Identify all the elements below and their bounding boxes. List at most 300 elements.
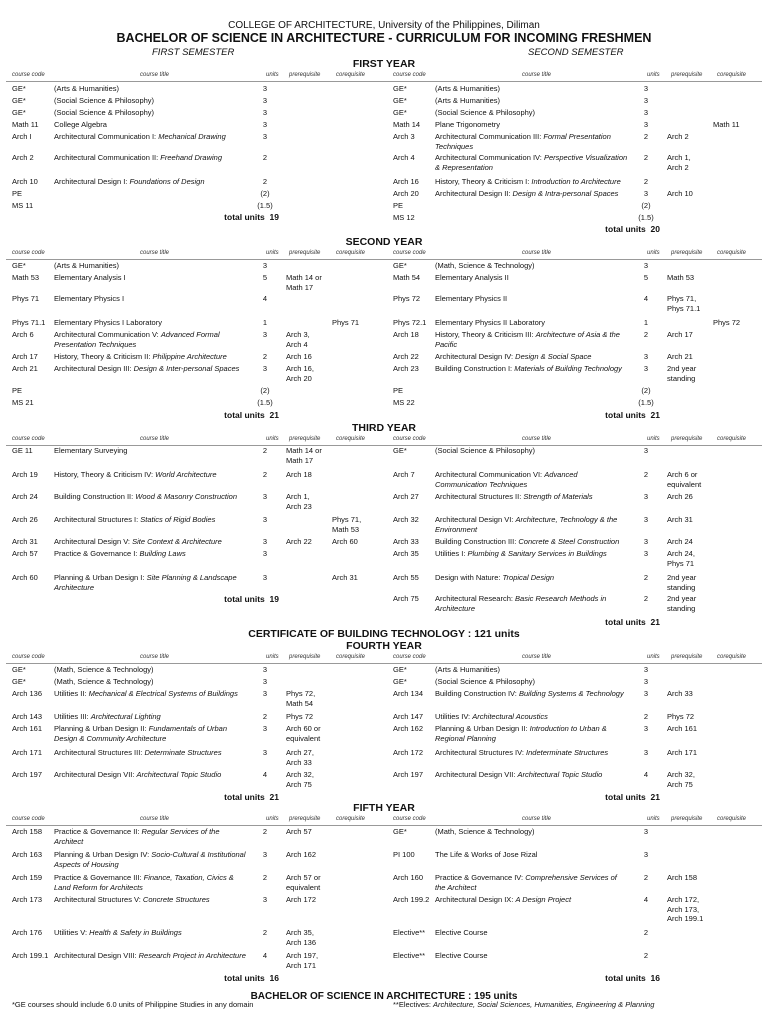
course-code: Arch 171 — [12, 748, 43, 757]
course-title — [435, 273, 509, 283]
course-title — [54, 273, 126, 283]
total-units-value: 16 — [650, 973, 660, 983]
course-code: Arch 134 — [393, 689, 424, 698]
course-subtitle: Comprehensive Services of — [525, 873, 617, 882]
col-units: units — [647, 250, 660, 256]
course-units: 5 — [643, 273, 649, 282]
course-subtitle: Tropical Design — [502, 573, 555, 582]
course-code: Arch 33 — [393, 537, 419, 546]
course-prerequisite: Arch 21 — [667, 352, 693, 361]
course-units: 2 — [643, 177, 649, 186]
course-subtitle: Building Systems & Technology — [518, 689, 624, 698]
course-subtitle-cont: Communication Techniques — [435, 479, 528, 489]
course-subtitle: Advanced Formal — [160, 330, 220, 339]
course-code: GE* — [393, 108, 407, 117]
total-units-value: 21 — [269, 410, 279, 420]
course-code: Arch 19 — [12, 470, 38, 479]
course-prerequisite: Math 53 — [667, 273, 695, 282]
course-title — [435, 873, 617, 892]
course-units: (1.5) — [257, 201, 273, 210]
total-units-label: total units — [224, 792, 268, 802]
course-title — [54, 96, 154, 106]
course-code: GE* — [12, 84, 26, 93]
course-code: PE — [12, 386, 23, 395]
col-corequisite: corequisite — [717, 654, 747, 660]
course-code: Arch 26 — [12, 515, 38, 524]
course-subtitle-cont: Land Reform for Architects — [54, 882, 143, 892]
course-units: 3 — [262, 724, 268, 733]
course-title-text: Elective Course — [435, 951, 488, 960]
course-units: 3 — [262, 515, 268, 524]
course-units: 3 — [262, 492, 268, 501]
course-subtitle: Site Planning & Landscape — [146, 573, 237, 582]
course-title-text: Architectural Design IX: — [435, 895, 516, 904]
course-code: GE* — [393, 96, 407, 105]
course-title-text: Architectural Design VI: — [435, 515, 516, 524]
col-units: units — [647, 72, 660, 78]
course-code: Arch 60 — [12, 573, 38, 582]
course-code: Arch 3 — [393, 132, 415, 141]
course-code: Arch 21 — [12, 364, 38, 373]
course-subtitle: Health & Safety in Buildings — [89, 928, 182, 937]
col-prerequisite: prerequisite — [289, 72, 321, 78]
second-semester-label: SECOND SEMESTER — [528, 47, 624, 58]
col-course-title: course title — [140, 436, 170, 442]
course-units: 3 — [643, 108, 649, 117]
course-title — [435, 689, 624, 699]
course-title — [54, 492, 237, 502]
col-prerequisite: prerequisite — [671, 436, 703, 442]
course-units: 2 — [643, 132, 649, 141]
year-heading-first-year: FIRST YEAR — [352, 58, 416, 70]
course-title-text: (Social Science & Philosophy) — [54, 108, 155, 117]
course-units: 3 — [262, 84, 268, 93]
course-corequisite: Arch 31 — [332, 573, 358, 582]
course-units: 3 — [262, 537, 268, 546]
course-title — [54, 665, 154, 675]
course-title — [54, 153, 222, 163]
course-title-text: Architectural Design VIII: — [54, 951, 139, 960]
col-prerequisite: prerequisite — [671, 72, 703, 78]
col-units: units — [647, 654, 660, 660]
course-subtitle: Architectural Topic Studio — [517, 770, 603, 779]
col-course-title: course title — [522, 436, 552, 442]
col-units: units — [647, 816, 660, 822]
course-corequisite: Arch 60 — [332, 537, 358, 546]
course-title — [435, 446, 535, 456]
course-title-text: Architectural Structures V: — [54, 895, 143, 904]
course-prerequisite: Math 14 or Math 17 — [286, 446, 322, 465]
course-subtitle: Architecture of Asia & the — [535, 330, 620, 339]
course-units: (1.5) — [638, 398, 654, 407]
course-title — [435, 318, 545, 328]
total-units-label: total units — [224, 973, 268, 983]
total-units-label: total units — [605, 617, 649, 627]
course-subtitle-cont: & Representation — [435, 162, 493, 172]
course-subtitle: Design & Social Space — [515, 352, 592, 361]
course-subtitle: Fundamentals of Urban — [148, 724, 228, 733]
course-title-text: Elective Course — [435, 928, 488, 937]
course-title — [435, 261, 535, 271]
course-prerequisite: Phys 72 — [667, 712, 695, 721]
course-units: 3 — [262, 850, 268, 859]
course-prerequisite: Arch 172, Arch 173, Arch 199.1 — [667, 895, 704, 923]
course-title-text: Elementary Analysis II — [435, 273, 509, 282]
course-code: Arch 55 — [393, 573, 419, 582]
course-title-text: (Math, Science & Technology) — [435, 827, 535, 836]
course-code: Arch 4 — [393, 153, 415, 162]
course-code: PE — [12, 189, 23, 198]
course-code: Arch 35 — [393, 549, 419, 558]
total-units-value: 19 — [269, 594, 279, 604]
course-subtitle: Socio-Cultural & Institutional — [151, 850, 246, 859]
course-code: GE* — [393, 827, 407, 836]
course-code: Arch 2 — [12, 153, 34, 162]
course-title — [435, 928, 488, 938]
course-subtitle-cont: Presentation Techniques — [54, 339, 137, 349]
course-units: 2 — [262, 177, 268, 186]
certificate-title: CERTIFICATE OF BUILDING TECHNOLOGY : 121 units — [248, 628, 520, 640]
course-prerequisite: Arch 26 — [667, 492, 693, 501]
degree-total: BACHELOR OF SCIENCE IN ARCHITECTURE : 195 units — [250, 991, 518, 1002]
year-heading-third-year: THIRD YEAR — [352, 422, 416, 434]
course-prerequisite: Arch 172 — [286, 895, 317, 904]
course-units: 3 — [262, 665, 268, 674]
course-code: Elective** — [393, 951, 426, 960]
course-title-text: Elementary Surveying — [54, 446, 128, 455]
course-title-text: Building Construction III: — [435, 537, 519, 546]
course-units: 3 — [643, 827, 649, 836]
course-title — [435, 850, 537, 860]
course-units: 3 — [262, 108, 268, 117]
course-code: GE* — [12, 108, 26, 117]
course-title — [54, 84, 119, 94]
course-subtitle-cont: Regional Planning — [435, 733, 496, 743]
course-code: Arch 199.2 — [393, 895, 430, 904]
total-units-value: 21 — [650, 792, 660, 802]
total-units — [189, 973, 279, 983]
course-units: 2 — [262, 712, 268, 721]
course-corequisite: Phys 72 — [713, 318, 741, 327]
course-title-text: Practice & Governance IV: — [435, 873, 526, 882]
course-units: 3 — [643, 261, 649, 270]
course-title — [435, 153, 627, 172]
course-units: 3 — [262, 132, 268, 141]
course-title-text: The Life & Works of Jose Rizal — [435, 850, 538, 859]
course-prerequisite: Arch 33 — [667, 689, 693, 698]
course-title — [54, 770, 221, 780]
course-units: 1 — [643, 318, 649, 327]
course-code: Arch 158 — [12, 827, 43, 836]
course-subtitle: Design & Inter-personal Spaces — [133, 364, 240, 373]
course-units: 3 — [643, 84, 649, 93]
course-prerequisite: Arch 6 or equivalent — [667, 470, 702, 489]
course-code: GE* — [12, 96, 26, 105]
total-units-value: 19 — [269, 212, 279, 222]
course-code: Math 53 — [12, 273, 40, 282]
course-title — [54, 132, 226, 142]
course-prerequisite: Arch 22 — [286, 537, 312, 546]
course-code: Phys 71 — [12, 294, 40, 303]
col-course-title: course title — [140, 250, 170, 256]
course-title — [435, 294, 507, 304]
course-title — [54, 294, 124, 304]
course-title — [54, 177, 205, 187]
col-units: units — [266, 250, 279, 256]
table-divider — [6, 825, 762, 826]
course-units: 3 — [262, 330, 268, 339]
course-title-text: Architectural Design II: — [435, 189, 513, 198]
course-code: Math 14 — [393, 120, 421, 129]
course-title-text: Elementary Physics I Laboratory — [54, 318, 162, 327]
course-code: MS 12 — [393, 213, 415, 222]
course-code: Phys 71.1 — [12, 318, 46, 327]
col-corequisite: corequisite — [717, 250, 747, 256]
course-units: 1 — [262, 318, 268, 327]
course-units: 3 — [643, 120, 649, 129]
course-title — [435, 132, 611, 151]
course-subtitle: Mechanical Drawing — [158, 132, 226, 141]
course-code: Arch 16 — [393, 177, 419, 186]
course-code: GE* — [393, 446, 407, 455]
course-code: GE* — [393, 677, 407, 686]
course-title-text: Architectural Communication V: — [54, 330, 161, 339]
course-code: Phys 72 — [393, 294, 421, 303]
col-course-title: course title — [522, 250, 552, 256]
course-title-text: Planning & Urban Design II: — [54, 724, 149, 733]
col-prerequisite: prerequisite — [289, 436, 321, 442]
course-title-text: History, Theory & Criticism I: — [435, 177, 532, 186]
course-title — [435, 537, 619, 547]
course-units: 3 — [643, 364, 649, 373]
course-units: 3 — [262, 549, 268, 558]
course-title-text: Planning & Urban Design I: — [54, 573, 147, 582]
course-title — [54, 549, 186, 559]
course-subtitle: Building Laws — [139, 549, 186, 558]
course-title — [54, 951, 246, 961]
course-title-text: Architectural Design III: — [54, 364, 134, 373]
course-code: Arch 199.1 — [12, 951, 49, 960]
course-code: GE 11 — [12, 446, 33, 455]
course-prerequisite: 2nd year standing — [667, 573, 697, 592]
course-subtitle: Introduction to Architecture — [531, 177, 621, 186]
course-code: Arch 23 — [393, 364, 419, 373]
course-units: 3 — [262, 895, 268, 904]
col-corequisite: corequisite — [336, 816, 366, 822]
course-units: 3 — [643, 189, 649, 198]
course-title-text: Building Construction II: — [54, 492, 136, 501]
table-divider — [6, 259, 762, 260]
course-title — [54, 470, 217, 480]
course-prerequisite: Arch 1, Arch 23 — [286, 492, 312, 511]
course-title-text: (Arts & Humanities) — [435, 665, 501, 674]
course-prerequisite: Arch 32, Arch 75 — [286, 770, 314, 789]
col-units: units — [647, 436, 660, 442]
course-subtitle: Perspective Visualization — [543, 153, 628, 162]
course-code: Elective** — [393, 928, 426, 937]
col-course-title: course title — [522, 72, 552, 78]
col-course-title: course title — [140, 72, 170, 78]
col-course-code: course code — [393, 72, 426, 78]
course-units: 5 — [262, 273, 268, 282]
course-title — [435, 827, 535, 837]
course-title-text: College Algebra — [54, 120, 107, 129]
course-units: (2) — [641, 201, 651, 210]
col-units: units — [266, 654, 279, 660]
course-units: 2 — [262, 153, 268, 162]
course-prerequisite: Arch 158 — [667, 873, 698, 882]
col-course-code: course code — [12, 436, 45, 442]
total-units — [189, 212, 279, 222]
total-units-value: 21 — [650, 410, 660, 420]
course-title-text: Elementary Analysis I — [54, 273, 126, 282]
course-subtitle: Architectural Topic Studio — [136, 770, 222, 779]
course-subtitle: Foundations of Design — [129, 177, 205, 186]
course-title — [435, 120, 500, 130]
course-title-text: Elementary Physics I — [54, 294, 125, 303]
course-units: (2) — [260, 386, 270, 395]
col-corequisite: corequisite — [717, 436, 747, 442]
course-title — [54, 537, 222, 547]
course-units: 3 — [643, 537, 649, 546]
course-units: (1.5) — [638, 213, 654, 222]
col-corequisite: corequisite — [717, 816, 747, 822]
course-code: Arch 163 — [12, 850, 43, 859]
course-units: 3 — [643, 492, 649, 501]
course-subtitle: Concrete & Steel Construction — [518, 537, 620, 546]
course-units: 3 — [643, 549, 649, 558]
course-units: 4 — [262, 770, 268, 779]
course-title-text: Architectural Design I: — [54, 177, 130, 186]
total-units-label: total units — [224, 410, 268, 420]
col-prerequisite: prerequisite — [671, 816, 703, 822]
total-units-label: total units — [605, 224, 649, 234]
year-heading-fifth-year: FIFTH YEAR — [353, 802, 415, 814]
course-prerequisite: Phys 71, Phys 71.1 — [667, 294, 701, 313]
course-subtitle: A Design Project — [515, 895, 572, 904]
course-subtitle: Formal Presentation — [543, 132, 611, 141]
course-units: 2 — [643, 153, 649, 162]
course-code: Math 54 — [393, 273, 421, 282]
course-code: Arch 172 — [393, 748, 424, 757]
course-prerequisite: Arch 32, Arch 75 — [667, 770, 695, 789]
year-heading-second-year: SECOND YEAR — [345, 236, 423, 248]
total-units — [189, 792, 279, 802]
course-units: 4 — [262, 294, 268, 303]
course-subtitle-cont: Design & Community Architecture — [54, 733, 167, 743]
electives-list: Architecture, Social Sciences, Humanities, Engineering & Planning — [433, 1000, 655, 1009]
course-title — [54, 873, 234, 892]
course-code: GE* — [393, 261, 407, 270]
course-title — [435, 770, 602, 780]
course-title-text: History, Theory & Criticism IV: — [54, 470, 156, 479]
course-units: 3 — [643, 665, 649, 674]
total-units-label: total units — [605, 973, 649, 983]
course-title-text: (Social Science & Philosophy) — [54, 96, 155, 105]
col-course-title: course title — [140, 816, 170, 822]
course-title-text: Architectural Communication II: — [54, 153, 161, 162]
course-title-text: (Arts & Humanities) — [54, 84, 120, 93]
course-units: 3 — [262, 677, 268, 686]
college-name: COLLEGE OF ARCHITECTURE, University of the Philippines, Diliman — [228, 20, 540, 31]
course-units: 2 — [643, 928, 649, 937]
course-subtitle: Concrete Structures — [142, 895, 210, 904]
total-units — [570, 617, 660, 627]
col-corequisite: corequisite — [717, 72, 747, 78]
course-subtitle: Plumbing & Sanitary Services in Buildings — [467, 549, 607, 558]
course-title-text: Design with Nature: — [435, 573, 503, 582]
course-corequisite: Phys 71 — [332, 318, 360, 327]
course-title — [435, 84, 500, 94]
total-units — [189, 594, 279, 604]
course-units: 3 — [262, 120, 268, 129]
course-prerequisite: Arch 24 — [667, 537, 693, 546]
course-title-text: Architectural Design VII: — [54, 770, 137, 779]
course-units: 3 — [643, 724, 649, 733]
col-course-title: course title — [522, 654, 552, 660]
course-title-text: Utilities IV: — [435, 712, 473, 721]
course-title — [435, 748, 608, 758]
course-subtitle: Architectural Lighting — [90, 712, 161, 721]
total-units-label: total units — [605, 410, 649, 420]
course-title-text: (Social Science & Philosophy) — [435, 446, 536, 455]
course-title — [435, 96, 500, 106]
course-title — [54, 712, 161, 722]
course-title-text: Practice & Governance III: — [54, 873, 144, 882]
course-code: Phys 72.1 — [393, 318, 427, 327]
course-title-text: (Math, Science & Technology) — [54, 677, 154, 686]
course-prerequisite: Phys 72, Math 54 — [286, 689, 316, 708]
total-units — [189, 410, 279, 420]
course-prerequisite: Arch 60 or equivalent — [286, 724, 321, 743]
course-title — [435, 724, 607, 743]
course-title — [435, 364, 622, 374]
course-title — [435, 665, 500, 675]
course-prerequisite: Arch 27, Arch 33 — [286, 748, 314, 767]
course-units: 3 — [643, 352, 649, 361]
col-course-code: course code — [12, 72, 45, 78]
course-prerequisite: 2nd year standing — [667, 594, 697, 613]
course-subtitle: Freehand Drawing — [160, 153, 222, 162]
course-code: Arch I — [12, 132, 32, 141]
col-course-code: course code — [12, 250, 45, 256]
course-subtitle: Strength of Materials — [523, 492, 593, 501]
course-code: GE* — [12, 261, 26, 270]
course-units: (2) — [260, 189, 270, 198]
course-code: Arch 197 — [393, 770, 424, 779]
col-course-title: course title — [140, 654, 170, 660]
course-title — [54, 108, 154, 118]
course-subtitle-cont: Pacific — [435, 339, 458, 349]
course-units: 3 — [262, 689, 268, 698]
course-title-text: Practice & Governance II: — [54, 827, 142, 836]
course-code: Arch 147 — [393, 712, 424, 721]
course-units: 2 — [643, 712, 649, 721]
course-title-text: Architectural Design VII: — [435, 770, 518, 779]
total-units — [570, 792, 660, 802]
course-units: 3 — [643, 689, 649, 698]
course-title — [435, 712, 548, 722]
total-units-label: total units — [224, 212, 268, 222]
course-prerequisite: Arch 17 — [667, 330, 693, 339]
col-course-title: course title — [522, 816, 552, 822]
course-title — [435, 352, 591, 362]
course-units: 2 — [643, 330, 649, 339]
table-divider — [6, 81, 762, 82]
col-course-code: course code — [393, 250, 426, 256]
course-subtitle: Architectural Acoustics — [472, 712, 548, 721]
course-units: 2 — [262, 827, 268, 836]
